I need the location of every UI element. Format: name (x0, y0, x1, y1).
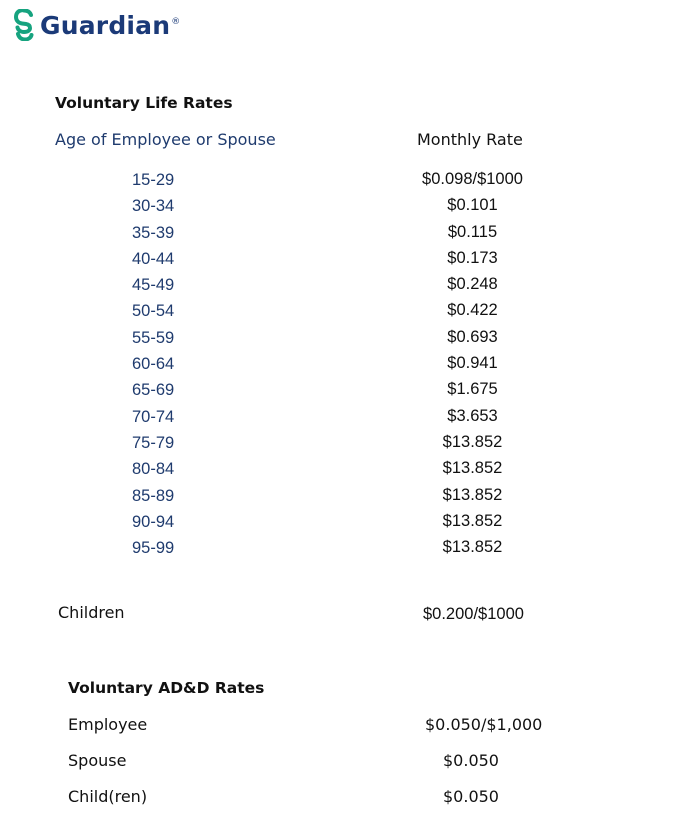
monthly-rate-column-header: Monthly Rate (417, 130, 523, 149)
monthly-rate: $13.852 (442, 485, 503, 504)
age-range: 35-39 (132, 223, 175, 242)
monthly-rate: $13.852 (442, 511, 503, 530)
age-range: 65-69 (132, 381, 175, 400)
age-range: 80-84 (132, 460, 175, 479)
table-row (0, 433, 683, 459)
age-column-header: Age of Employee or Spouse (55, 130, 276, 149)
table-row (0, 380, 683, 406)
guardian-g-mark-icon (14, 9, 34, 41)
monthly-rate: $3.653 (447, 406, 498, 425)
table-row (0, 407, 683, 433)
table-row (0, 275, 683, 301)
spouse-add-rate: $0.050 (443, 751, 499, 770)
age-range: 60-64 (132, 355, 175, 374)
table-row (0, 459, 683, 485)
age-range: 75-79 (132, 433, 175, 452)
age-range: 40-44 (132, 249, 175, 268)
age-range: 90-94 (132, 512, 175, 531)
age-range: 15-29 (132, 171, 175, 189)
children-add-label: Child(ren) (68, 787, 148, 806)
table-row (0, 354, 683, 380)
voluntary-add-rates-heading: Voluntary AD&D Rates (68, 679, 265, 697)
children-rate: $0.200/$1000 (423, 605, 524, 623)
monthly-rate: $0.693 (447, 327, 498, 346)
table-row (0, 223, 683, 249)
monthly-rate: $13.852 (442, 432, 503, 451)
guardian-logo (14, 6, 180, 44)
age-range: 70-74 (132, 407, 175, 426)
monthly-rate: $0.173 (447, 248, 498, 267)
monthly-rate: $0.422 (447, 301, 498, 320)
monthly-rate: $0.248 (447, 275, 498, 294)
monthly-rate: $13.852 (442, 538, 503, 557)
guardian-wordmark: Guardian® (40, 10, 181, 40)
age-range: 55-59 (132, 328, 175, 347)
monthly-rate: $1.675 (447, 380, 498, 399)
monthly-rate: $0.101 (447, 196, 498, 215)
age-range: 85-89 (132, 486, 175, 505)
monthly-rate: $0.098/$1000 (422, 170, 523, 188)
table-row (0, 170, 683, 196)
life-rates-table (0, 170, 683, 564)
spouse-label: Spouse (68, 751, 127, 770)
table-row (0, 301, 683, 327)
monthly-rate: $0.941 (447, 354, 498, 373)
table-row (0, 196, 683, 222)
age-range: 30-34 (132, 197, 175, 216)
age-range: 50-54 (132, 302, 175, 321)
table-row (0, 486, 683, 512)
employee-add-rate: $0.050/$1,000 (425, 715, 543, 734)
children-label: Children (58, 603, 125, 622)
monthly-rate: $0.115 (447, 222, 498, 241)
monthly-rate: $13.852 (442, 459, 503, 478)
age-range: 45-49 (132, 276, 175, 295)
employee-label: Employee (68, 715, 148, 734)
table-row (0, 249, 683, 275)
table-row (0, 328, 683, 354)
children-add-rate: $0.050 (443, 787, 499, 806)
table-row (0, 538, 683, 564)
table-row (0, 512, 683, 538)
voluntary-life-rates-heading: Voluntary Life Rates (55, 94, 233, 112)
age-range: 95-99 (132, 539, 175, 558)
